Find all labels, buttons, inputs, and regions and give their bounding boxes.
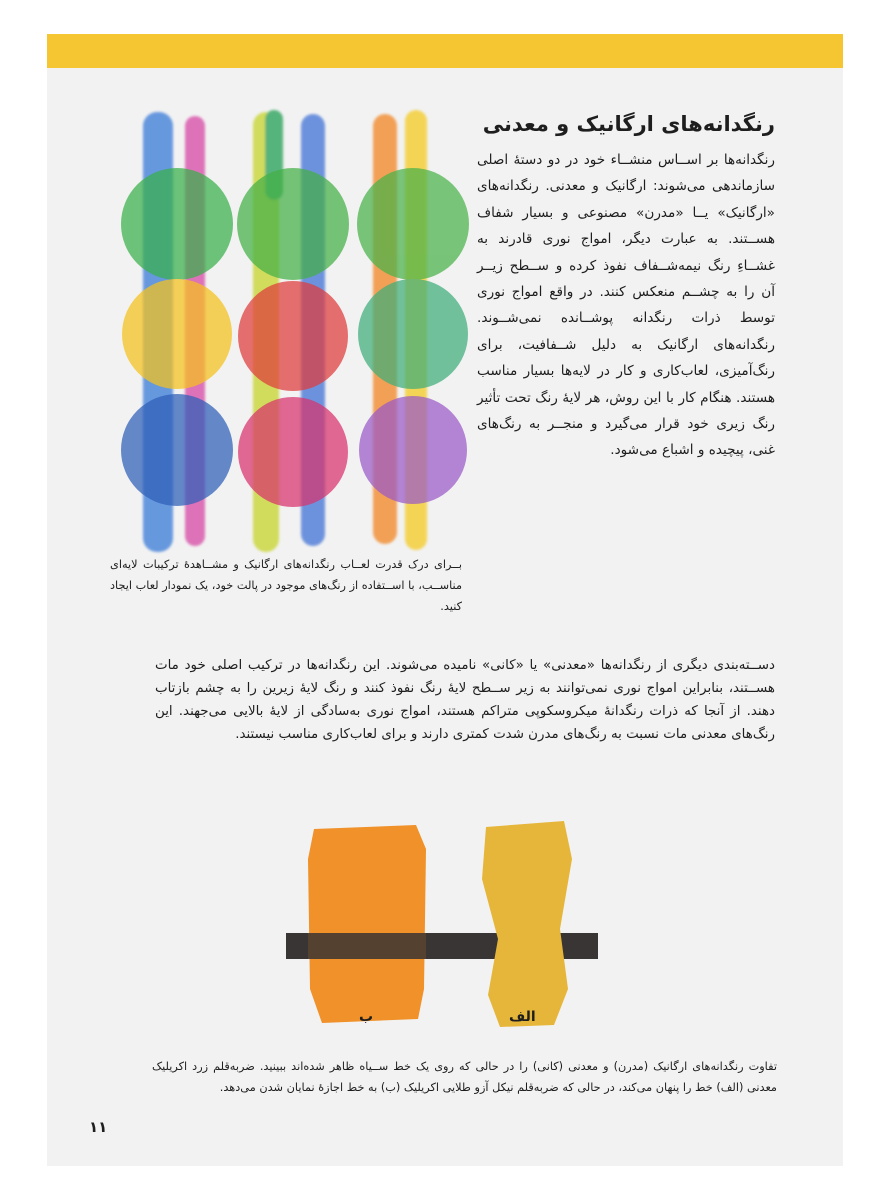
circle-crimson — [238, 397, 348, 507]
circle-violet — [359, 396, 467, 504]
swatch-label-be: ب — [359, 1009, 374, 1025]
swatch-alef-yellow — [482, 821, 572, 1027]
circle-red — [238, 281, 348, 391]
circle-yellow-1 — [122, 279, 232, 389]
figure-1-caption: بــرای درک قدرت لعــاب رنگدانه‌های ارگانیک و مشــاهدهٔ ترکیبات لایه‌ای مناســب، با اســتفاده از رنگ‌های موجود در پالت خود، یک نمودار لعاب ایجاد کنید. — [110, 558, 462, 613]
black-line-under-orange — [308, 933, 426, 959]
page-number: ۱۱ — [89, 1118, 108, 1136]
top-accent-bar — [47, 34, 843, 68]
intro-paragraph: رنگدانه‌ها بر اســاس منشــاء خود در دو دستهٔ اصلی سازماندهی می‌شوند: ارگانیک و معدنی. رنگدانه‌های «ارگانیک» یــا «مدرن» مصنوعی و بسیار شفاف هســتند. به عبارت دیگر، امواج نوری قادرند به غشــاءِ رنگ نیمه‌شــفاف نفوذ کرده و ســطح زیــر آن را به چشــم منعکس کنند. در واقع امواج نوری توسط ذرات رنگدانه پوشــانده نمی‌شــوند. رنگدانه‌های ارگانیک به دلیل شــفافیت، برای رنگ‌آمیزی، لعاب‌کاری و کار در لایه‌ها بسیار مناسب هستند. هنگام کار با این روش، هر لایهٔ رنگ تحت تأثیر رنگ زیری خود قرار می‌گیرد و منجــر به رنگ‌های غنی، پیچیده و اشباع می‌شود. — [477, 152, 775, 459]
paint-circles — [121, 168, 469, 507]
circle-green-2 — [237, 168, 349, 280]
swatch-comparison-illustration — [286, 819, 606, 1039]
circle-green-1 — [121, 168, 233, 280]
section-title: رنگدانه‌های ارگانیک و معدنی — [482, 112, 775, 136]
swatch-label-alef: الف — [509, 1009, 536, 1025]
mineral-paragraph: دســته‌بندی دیگری از رنگدانه‌ها «معدنی» یا «کانی» نامیده می‌شوند. این رنگدانه‌ها در ترکیب اصلی خود مات هســتند، بنابراین امواج نوری نمی‌توانند به زیر ســطح لایهٔ رنگ نفوذ کنند و رنگ لایهٔ زیرین را به چشم بازتاب دهند. از آنجا که ذرات رنگدانهٔ میکروسکوپی متراکم هستند، امواج نوری به‌سادگی از لایهٔ بالایی می‌جهند. این رنگ‌های معدنی مات نسبت به رنگ‌های مدرن شدت کمتری دارند و برای لعاب‌کاری مناسب نیستند. — [155, 658, 775, 742]
circle-green-3 — [357, 168, 469, 280]
circle-teal — [358, 279, 468, 389]
page — [47, 34, 843, 1166]
circle-blue — [121, 394, 233, 506]
glaze-chart-illustration — [105, 104, 475, 572]
figure-2-caption: تفاوت رنگدانه‌های ارگانیک (مدرن) و معدنی (کانی) را در حالی که روی یک خط ســیاه ظاهر شده‌اند ببینید. ضربه‌قلم زرد اکریلیک معدنی (الف) خط را پنهان می‌کند، در حالی که ضربه‌قلم نیکل آزو طلایی اکریلیک (ب) به خط اجازهٔ نمایان شدن می‌دهد. — [152, 1060, 777, 1094]
swatch-be-orange — [308, 825, 426, 1023]
